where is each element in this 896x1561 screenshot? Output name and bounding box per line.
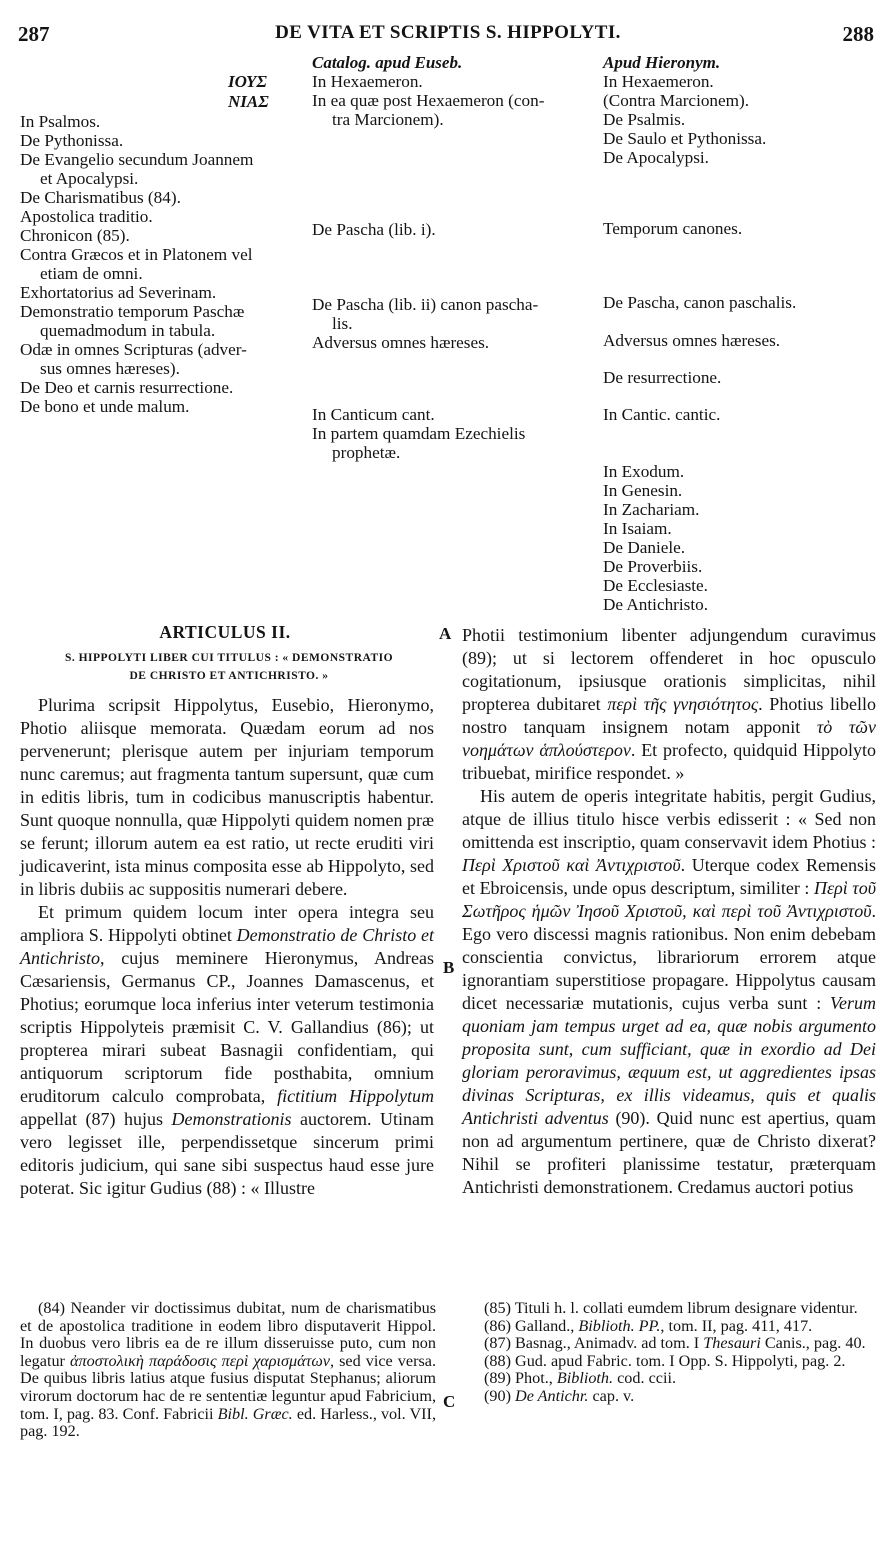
col2-item: lis. — [332, 314, 353, 333]
col1-item: Chronicon (85). — [20, 226, 130, 245]
col1-item: et Apocalypsi. — [40, 169, 139, 188]
col1-item: In Psalmos. — [20, 112, 101, 131]
col2-item: In Hexaemeron. — [312, 72, 423, 91]
col3-item: De Pascha, canon paschalis. — [603, 293, 797, 312]
col1-item: De Charismatibus (84). — [20, 188, 181, 207]
col1-item: De Evangelio secundum Joannem — [20, 150, 254, 169]
right-paragraph-2: His autem de operis integritate habitis, pergit Gudius, atque de illius titulo hisce verbis edisserit : « Sed non omittenda est inscriptio, quam conservavit idem Photius : Περὶ Χριστοῦ καὶ Ἀντιχριστοῦ. Uterque codex Remensis et Ebroicensis, unde opus descriptum, similiter : Περὶ τοῦ Σωτῆρος ἡμῶν Ἰησοῦ Χριστοῦ, καὶ περὶ τοῦ Ἀντιχριστοῦ. Ego vero discessi magnis rationibus. Non enim debebam conscientia convictus, librariorum errorem atque ignorantiam superstitiose propagare. Hippolytus causam dicet necessariæ mutationis, cujus verba sunt : Verum quoniam jam tempus urget ad ea, quæ nobis argumento proposita sunt, cum sufficiant, quæ in exordio ad Dei gloriam peroravimus, æquum est, ut aggredientes ipsas divinas Scripturas, ex illis videamus, quis et qualis Antichristi adventus (90). Quid nunc est apertius, quam non ad argumentum pertinere, quæ de Christo dixerat? Nihil se profiteri planissime testatur, præterquam Antichristi demonstrationem. Credamus auctori potius — [462, 786, 877, 1197]
greek-heading-1: ΙΟΥΣ — [228, 72, 267, 91]
right-column-text — [462, 624, 876, 1199]
col2-item: prophetæ. — [332, 443, 401, 462]
col3-item: In Exodum. — [603, 462, 685, 481]
col3-item: De Daniele. — [603, 538, 686, 557]
col2-heading: Catalog. apud Euseb. — [312, 53, 463, 72]
col1-item: Demonstratio temporum Paschæ — [20, 302, 245, 321]
page-number-right: 288 — [842, 22, 874, 46]
col1-item: sus omnes hæreses). — [40, 359, 180, 378]
margin-letter-c: C — [443, 1392, 456, 1411]
footnote-84: (84) Neander vir doctissimus dubitat, num de charismatibus et de apostolica traditione in eodem libro disputaverit Hippol. In duobus vero libris ea de re illum disseruisse puto, cum non legatur ἀποστολικὴ παράδοσις περὶ χαρισμάτων, sed vice versa. De quibus libris latius atque fusius disputat Stephanus; aliorum virorum doctorum hac de re sententiæ leguntur apud Fabricium, tom. I, pag. 83. Conf. Fabricii Bibl. Græc. ed. Harless., vol. VII, pag. 192. — [20, 1299, 437, 1441]
col3-item: De Saulo et Pythonissa. — [603, 129, 767, 148]
greek-heading-2: ΝΙΑΣ — [228, 92, 269, 111]
col2-item: In Canticum cant. — [312, 405, 435, 424]
col3-item: Adversus omnes hæreses. — [603, 331, 781, 350]
col2-item: Adversus omnes hæreses. — [312, 333, 490, 352]
footnote-87: (87) Basnag., Animadv. ad tom. I Thesauri Canis., pag. 40. — [484, 1334, 866, 1353]
margin-letter-b: B — [443, 958, 455, 977]
col1-item: etiam de omni. — [40, 264, 143, 283]
footnotes-right — [466, 1300, 876, 1406]
col3-item: In Isaiam. — [603, 519, 672, 538]
article-title: ARTICULUS II. — [159, 622, 291, 642]
left-column-text — [20, 694, 434, 1200]
col1-item: De Deo et carnis resurrectione. — [20, 378, 234, 397]
page-number-left: 287 — [18, 22, 50, 46]
col3-item: In Genesin. — [603, 481, 683, 500]
col3-item: De Apocalypsi. — [603, 148, 709, 167]
col2-item: In ea quæ post Hexaemeron (con- — [312, 91, 545, 110]
footnote-90: (90) De Antichr. cap. v. — [484, 1386, 635, 1405]
footnote-88: (88) Gud. apud Fabric. tom. I Opp. S. Hippolyti, pag. 2. — [484, 1351, 846, 1370]
col1-item: Odæ in omnes Scripturas (adver- — [20, 340, 247, 359]
left-paragraph-1: Plurima scripsit Hippolytus, Eusebio, Hieronymo, Photio aliisque memorata. Quædam eorum ad nos pervenerunt; plerisque autem per injuriam temporum nunc caremus; aut fragmenta tantum supersunt, quæ cum in editis libris, tum in codicibus manuscriptis habentur. Sunt quoque nonnulla, quæ Hippolyti quidem nomen præ se ferunt; illorum autem ea est ratio, ut recte eruditi viri judicaverint, ista minus composita esse ab Hippolyto, sed in libris dubiis ac suppositis numerari debere. — [20, 695, 434, 899]
footnote-89: (89) Phot., Biblioth. cod. ccii. — [484, 1369, 676, 1388]
right-paragraph-1: Photii testimonium libenter adjungendum curavimus (89); ut si lectorem offenderet in hoc opusculo cogitationum, ipsiusque orationis simplicitas, nihil propterea dubitaret περὶ τῆς γνησιότητος. Photius libello nostro tanquam insignem notam apponit τὸ τῶν νοημάτων ἁπλούστερον. Et profecto, quidquid Hippolyto tribuebat, mirifice respondet. » — [462, 625, 877, 783]
col3-item: In Zachariam. — [603, 500, 700, 519]
col2-item: tra Marcionem). — [332, 110, 444, 129]
col2-item: In partem quamdam Ezechielis — [312, 424, 526, 443]
col1-item: quemadmodum in tabula. — [40, 321, 216, 340]
col2-item: De Pascha (lib. i). — [312, 220, 436, 239]
footnote-86: (86) Galland., Biblioth. PP., tom. II, pag. 411, 417. — [484, 1316, 813, 1335]
col3-item: De Antichristo. — [603, 595, 709, 614]
col3-item: De resurrectione. — [603, 368, 722, 387]
col1-item: Contra Græcos et in Platonem vel — [20, 245, 253, 264]
article-subtitle-1: S. HIPPOLYTI LIBER CUI TITULUS : « DEMONSTRATIO — [64, 652, 394, 664]
col1-item: De Pythonissa. — [20, 131, 124, 150]
running-title: DE VITA ET SCRIPTIS S. HIPPOLYTI. — [275, 22, 621, 43]
col3-item: De Ecclesiaste. — [603, 576, 708, 595]
article-subtitle-2: DE CHRISTO ET ANTICHRISTO. » — [129, 670, 329, 682]
col3-item: (Contra Marcionem). — [603, 91, 750, 110]
col1-item: Apostolica traditio. — [20, 207, 153, 226]
margin-letter-a: A — [439, 624, 452, 643]
col3-item: Temporum canones. — [603, 219, 743, 238]
col3-item: De Proverbiis. — [603, 557, 703, 576]
footnotes-left — [20, 1300, 436, 1441]
left-paragraph-2: Et primum quidem locum inter opera integra seu ampliora S. Hippolyti obtinet Demonstratio de Christo et Antichristo, cujus meminere Hieronymus, Andreas Cæsariensis, Germanus CP., Joannes Damascenus, et Photius; eorumque loca inferius inter veterum testimonia scriptis Hippolyteis præmisit C. V. Gallandius (86); ut propterea mirari subeat Basnagii confidentiam, qui antiquorum scriptorum fide posthabita, omnium eruditorum calculo comprobata, fictitium Hippolytum appellat (87) hujus Demonstrationis auctorem. Utinam vero legisset ille, perpendissetque sincerum primi editoris judicium, qui sane sibi suspectus haud esse jure poterat. Sic igitur Gudius (88) : « Illustre — [20, 902, 435, 1198]
footnote-85: (85) Tituli h. l. collati eumdem librum designare videntur. — [484, 1299, 858, 1317]
col3-item: In Cantic. cantic. — [603, 405, 721, 424]
col3-item: In Hexaemeron. — [603, 72, 714, 91]
col1-item: Exhortatorius ad Severinam. — [20, 283, 217, 302]
col3-item: De Psalmis. — [603, 110, 686, 129]
col3-heading: Apud Hieronym. — [603, 53, 721, 72]
col2-item: De Pascha (lib. ii) canon pascha- — [312, 295, 539, 314]
col1-item: De bono et unde malum. — [20, 397, 190, 416]
